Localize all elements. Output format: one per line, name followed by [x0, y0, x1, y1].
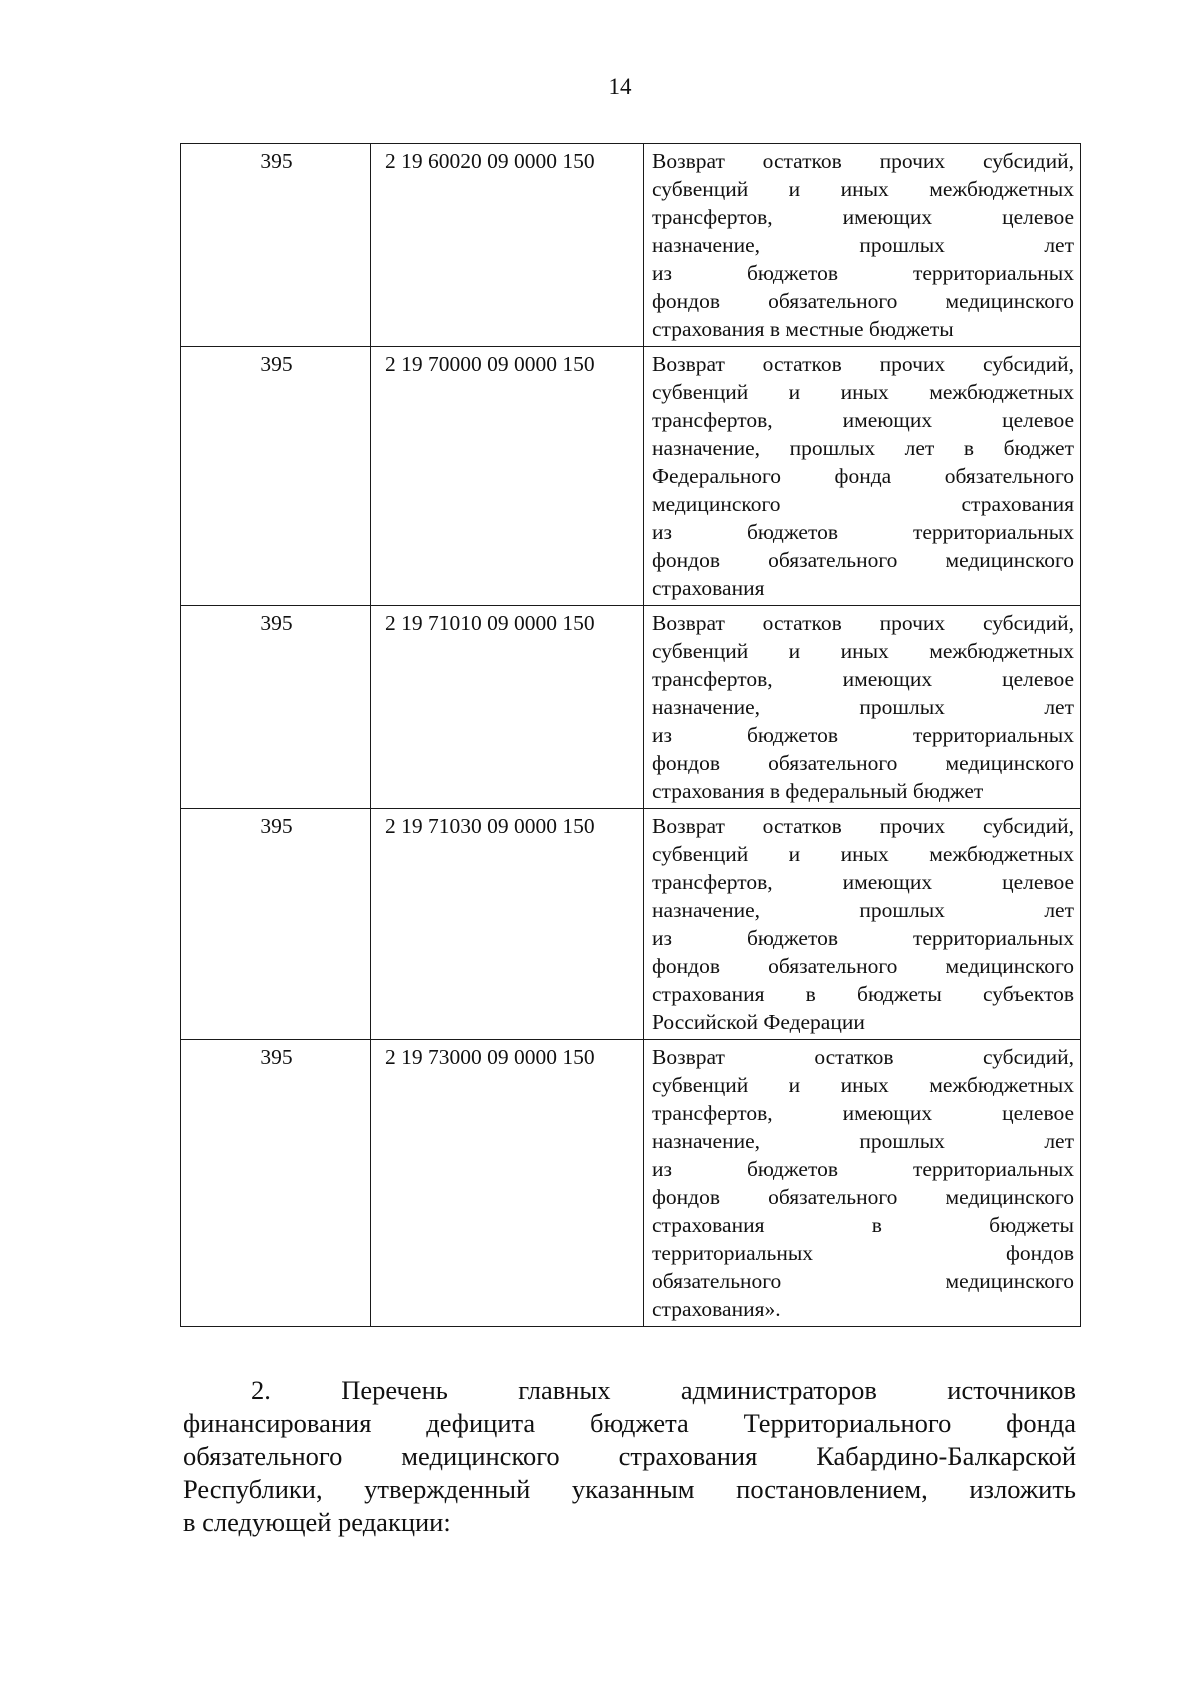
budget-classification-code-cell: 2 19 71010 09 0000 150 — [371, 606, 644, 809]
budget-classification-code-cell: 2 19 71030 09 0000 150 — [371, 809, 644, 1040]
paragraph-2 — [183, 1374, 1076, 1539]
admin-code-cell: 395 — [181, 809, 371, 1040]
table-row — [181, 1040, 1081, 1327]
revenue-name-cell — [644, 1040, 1081, 1327]
revenue-name-line: трансфертов, имеющих целевое — [652, 408, 1074, 432]
revenue-name-line: назначение, прошлых лет — [652, 1129, 1074, 1153]
revenue-name-line: трансфертов, имеющих целевое — [652, 205, 1074, 229]
admin-code-cell: 395 — [181, 347, 371, 606]
revenue-name-line: Возврат остатков субсидий, — [652, 1045, 1074, 1069]
revenue-name-line: страхования в федеральный бюджет — [652, 779, 984, 803]
revenue-name-cell — [644, 606, 1081, 809]
revenue-name-line: из бюджетов территориальных — [652, 926, 1074, 950]
revenue-name-line: страхования в бюджеты субъектов — [652, 982, 1074, 1006]
revenue-name-line: назначение, прошлых лет — [652, 695, 1074, 719]
revenue-name-line: Возврат остатков прочих субсидий, — [652, 149, 1074, 173]
budget-classification-code-cell: 2 19 60020 09 0000 150 — [371, 144, 644, 347]
budget-codes-table — [180, 143, 1081, 1327]
revenue-name-line: Возврат остатков прочих субсидий, — [652, 352, 1074, 376]
revenue-name-line: субвенций и иных межбюджетных — [652, 380, 1074, 404]
admin-code-cell: 395 — [181, 144, 371, 347]
revenue-name-line: Федерального фонда обязательного — [652, 464, 1074, 488]
revenue-name-line: страхования». — [652, 1297, 781, 1321]
admin-code-cell: 395 — [181, 606, 371, 809]
table-row — [181, 606, 1081, 809]
revenue-name-cell — [644, 809, 1081, 1040]
table-row — [181, 809, 1081, 1040]
paragraph-line: в следующей редакции: — [183, 1507, 451, 1537]
revenue-name-cell — [644, 347, 1081, 606]
revenue-name-line: страхования в местные бюджеты — [652, 317, 954, 341]
revenue-name-line: трансфертов, имеющих целевое — [652, 667, 1074, 691]
revenue-name-line: субвенций и иных межбюджетных — [652, 177, 1074, 201]
revenue-name-line: медицинского страхования — [652, 492, 1074, 516]
budget-classification-code-cell: 2 19 73000 09 0000 150 — [371, 1040, 644, 1327]
revenue-name-line: субвенций и иных межбюджетных — [652, 842, 1074, 866]
revenue-name-line: фондов обязательного медицинского — [652, 548, 1074, 572]
revenue-name-line: назначение, прошлых лет в бюджет — [652, 436, 1074, 460]
revenue-name-line: фондов обязательного медицинского — [652, 289, 1074, 313]
revenue-name-line: трансфертов, имеющих целевое — [652, 1101, 1074, 1125]
revenue-name-line: Российской Федерации — [652, 1010, 865, 1034]
revenue-name-line: территориальных фондов — [652, 1241, 1074, 1265]
paragraph-line: 2. Перечень главных администраторов источников — [251, 1375, 1076, 1405]
revenue-name-line: фондов обязательного медицинского — [652, 954, 1074, 978]
revenue-name-line: трансфертов, имеющих целевое — [652, 870, 1074, 894]
revenue-name-cell — [644, 144, 1081, 347]
revenue-name-line: из бюджетов территориальных — [652, 723, 1074, 747]
revenue-name-line: назначение, прошлых лет — [652, 898, 1074, 922]
revenue-name-line: субвенций и иных межбюджетных — [652, 639, 1074, 663]
paragraph-line: обязательного медицинского страхования Кабардино-Балкарской — [183, 1441, 1076, 1471]
table-row — [181, 144, 1081, 347]
revenue-name-line: Возврат остатков прочих субсидий, — [652, 814, 1074, 838]
budget-classification-code-cell: 2 19 70000 09 0000 150 — [371, 347, 644, 606]
revenue-name-line: субвенций и иных межбюджетных — [652, 1073, 1074, 1097]
revenue-name-line: фондов обязательного медицинского — [652, 751, 1074, 775]
revenue-name-line: страхования — [652, 576, 765, 600]
page-number: 14 — [608, 74, 632, 99]
revenue-name-line: обязательного медицинского — [652, 1269, 1074, 1293]
revenue-name-line: из бюджетов территориальных — [652, 1157, 1074, 1181]
revenue-name-line: Возврат остатков прочих субсидий, — [652, 611, 1074, 635]
paragraph-line: финансирования дефицита бюджета Территориального фонда — [183, 1408, 1076, 1438]
table-row — [181, 347, 1081, 606]
revenue-name-line: назначение, прошлых лет — [652, 233, 1074, 257]
paragraph-line: Республики, утвержденный указанным постановлением, изложить — [183, 1474, 1076, 1504]
revenue-name-line: из бюджетов территориальных — [652, 261, 1074, 285]
revenue-name-line: из бюджетов территориальных — [652, 520, 1074, 544]
admin-code-cell: 395 — [181, 1040, 371, 1327]
revenue-name-line: страхования в бюджеты — [652, 1213, 1074, 1237]
revenue-name-line: фондов обязательного медицинского — [652, 1185, 1074, 1209]
